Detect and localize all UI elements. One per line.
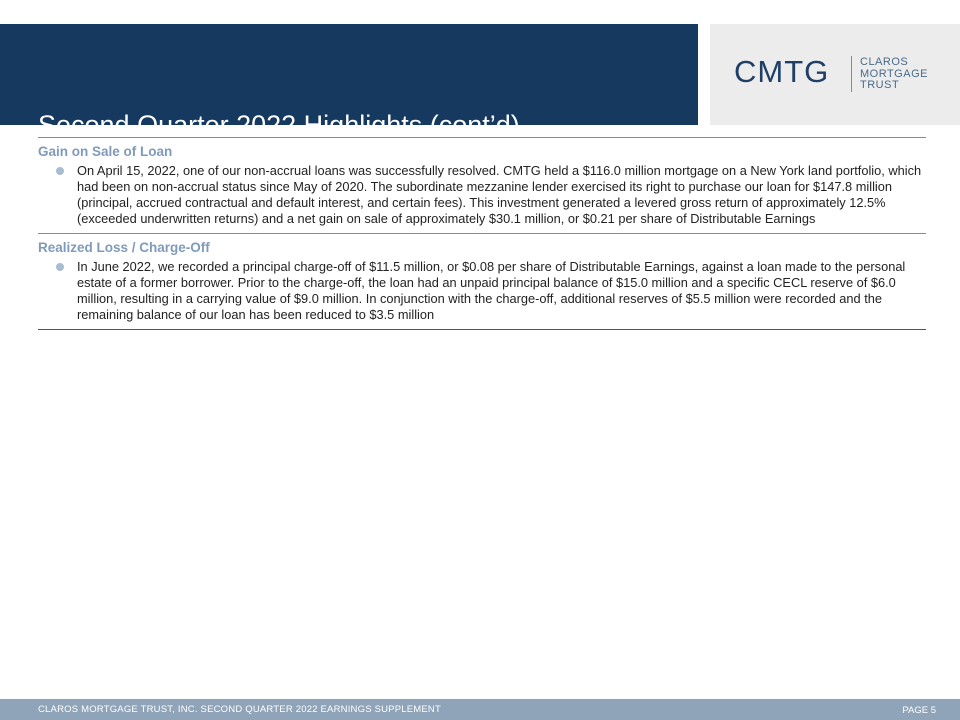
page-title: Second Quarter 2022 Highlights (cont’d)	[38, 110, 520, 140]
logo-divider	[851, 56, 852, 92]
section-gain-on-sale	[38, 137, 926, 233]
logo-sub-line: CLAROS	[860, 56, 909, 68]
logo-subtitle	[860, 57, 928, 92]
section-realized-loss	[38, 233, 926, 330]
bullet-dot-icon	[56, 167, 64, 175]
bullet-item	[38, 163, 926, 227]
logo-mark: CMTG	[734, 54, 830, 89]
bullet-text: On April 15, 2022, one of our non-accrual loans was successfully resolved. CMTG held a $116.0 million mortgage on a New York land portfolio, which had been on non-accrual status since May of 2020. The subordinate mezzanine lender exercised its right to purchase our loan for $147.8 million (principal, accrued contractual and default interest, and certain fees). This investment generated a levered gross return of approximately 12.5% (exceeded underwritten returns) and a net gain on sale of approximately $30.1 million, or $0.21 per share of Distributable Earnings	[77, 163, 922, 226]
bullet-item	[38, 259, 926, 323]
logo-sub-line: MORTGAGE	[860, 67, 928, 80]
bullet-text: In June 2022, we recorded a principal charge-off of $11.5 million, or $0.08 per share of Distributable Earnings, against a loan made to the personal estate of a former borrower. Prior to the charge-off, the loan had an unpaid principal balance of $15.0 million and a specific CECL reserve of $6.0 million, resulting in a carrying value of $9.0 million. In conjunction with the charge-off, additional reserves of $5.5 million were recorded and the remaining balance of our loan has been reduced to $3.5 million	[77, 259, 906, 322]
section-title: Gain on Sale of Loan	[38, 144, 173, 159]
company-logo	[710, 24, 960, 125]
content-area	[38, 137, 926, 330]
bullet-dot-icon	[56, 263, 64, 271]
footer-text: CLAROS MORTGAGE TRUST, INC. SECOND QUARTER 2022 EARNINGS SUPPLEMENT	[38, 704, 441, 715]
header-band	[0, 24, 698, 140]
section-title: Realized Loss / Charge-Off	[38, 240, 210, 255]
footer	[0, 699, 960, 720]
logo-sub-line: TRUST	[860, 79, 900, 91]
page-number: PAGE 5	[902, 705, 936, 716]
